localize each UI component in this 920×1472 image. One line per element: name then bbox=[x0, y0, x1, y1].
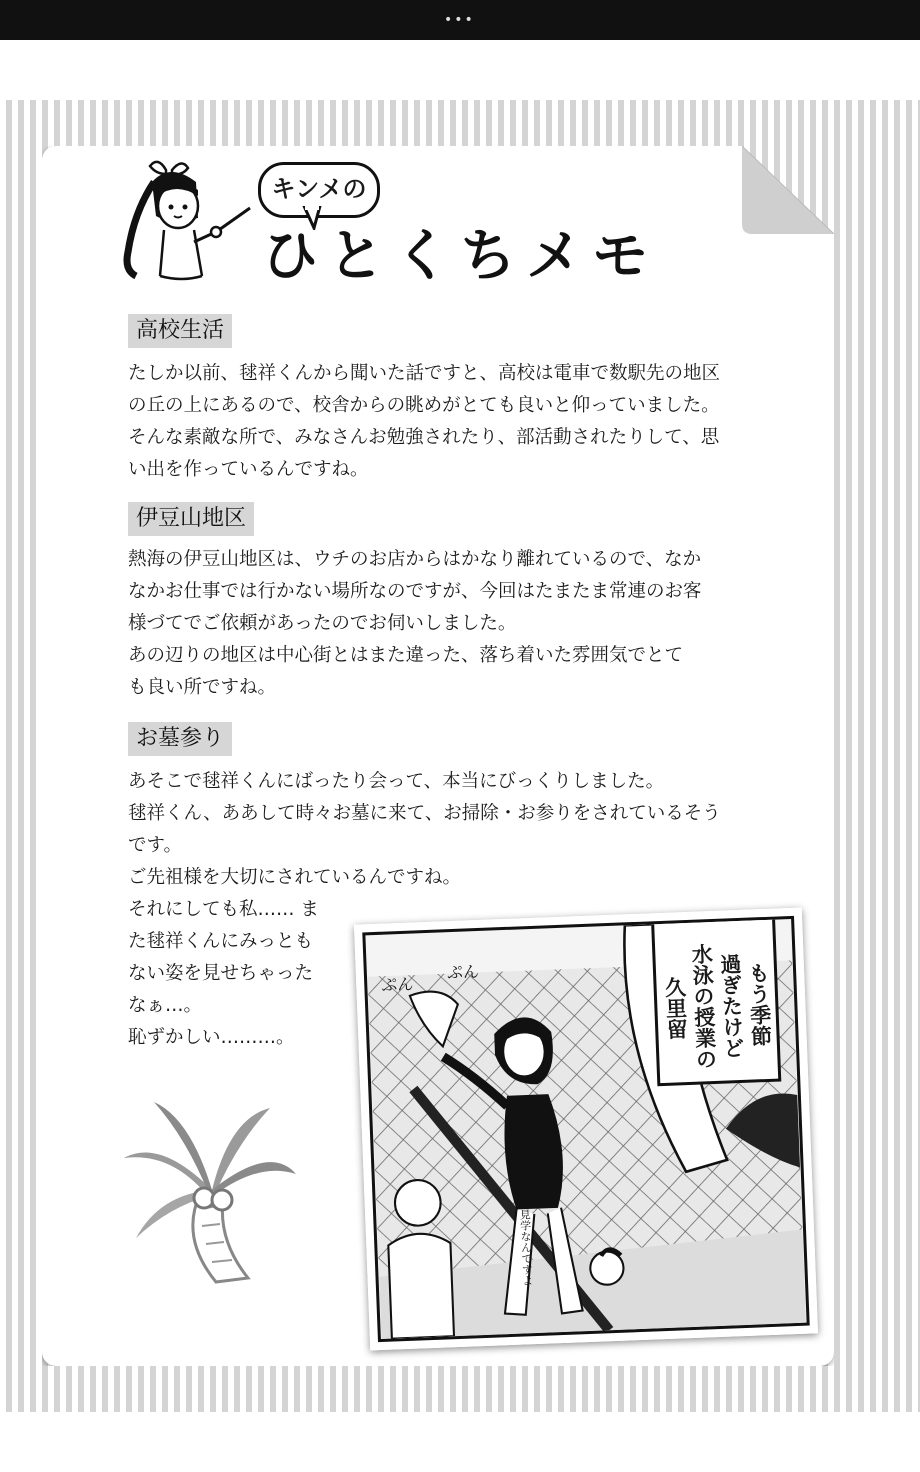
text-line: そんな素敵な所で、みなさんお勉強されたり、部活動されたりして、思 bbox=[128, 427, 720, 448]
caption-line: もう季節 bbox=[745, 961, 773, 1047]
section-text-grave-visit bbox=[128, 766, 752, 894]
manga-panel-artwork bbox=[362, 916, 809, 1342]
text-line: も良い所ですね。 bbox=[128, 677, 277, 698]
text-line: です。 bbox=[128, 835, 183, 856]
manga-panel-photo bbox=[354, 908, 818, 1351]
page-title: ひとくちメモ bbox=[262, 224, 658, 289]
menu-dots-icon[interactable]: ••• bbox=[444, 12, 475, 28]
caption-box bbox=[651, 916, 781, 1086]
text-line: 様づてでご依頼があったのでお伺いしました。 bbox=[128, 613, 517, 634]
caption-line: 過ぎたけど bbox=[717, 952, 746, 1059]
sound-effect: ぷん bbox=[380, 974, 414, 995]
text-line: なかお仕事では行かない場所なのですが、今回はたまたま常連のお客 bbox=[128, 581, 702, 602]
text-line: なぁ…。 bbox=[128, 995, 203, 1016]
text-line: 毬祥くん、ああして時々お墓に来て、お掃除・お参りをされているそう bbox=[128, 803, 721, 824]
text-line: 熱海の伊豆山地区は、ウチのお店からはかなり離れているので、なか bbox=[128, 549, 702, 570]
text-line: あそこで毬祥くんにばったり会って、本当にびっくりしました。 bbox=[128, 771, 665, 792]
text-line: たしか以前、毬祥くんから聞いた話ですと、高校は電車で数駅先の地区 bbox=[128, 363, 721, 384]
text-line: の丘の上にあるので、校舎からの眺めがとても良いと仰っていました。 bbox=[128, 395, 720, 416]
page-curl-icon bbox=[742, 146, 834, 234]
caption-line: 水泳の授業の bbox=[688, 942, 718, 1070]
sound-effect: ぷん bbox=[446, 962, 480, 983]
text-line: ご先祖様を大切にされているんですね。 bbox=[128, 867, 462, 888]
text-line: 恥ずかしい………。 bbox=[128, 1027, 295, 1048]
small-dialogue: すーごー 見学なんですよ bbox=[516, 1161, 534, 1287]
text-line: い出を作っているんですね。 bbox=[128, 459, 369, 480]
section-label-izusan-district: 伊豆山地区 bbox=[128, 502, 254, 536]
section-label-grave-visit: お墓参り bbox=[128, 722, 232, 756]
section-text-school-life bbox=[128, 358, 752, 486]
section-label-school-life: 高校生活 bbox=[128, 314, 232, 348]
section-text-grave-visit-narrow bbox=[128, 894, 348, 1054]
mascot-girl-illustration bbox=[112, 152, 252, 292]
text-line: ない姿を見せちゃった bbox=[128, 963, 314, 984]
speech-bubble: キンメの bbox=[258, 162, 380, 218]
text-line: た毬祥くんにみっとも bbox=[128, 931, 314, 952]
text-line: それにしても私…… ま bbox=[128, 899, 319, 920]
top-bar bbox=[0, 0, 920, 40]
palm-tree-icon bbox=[120, 1098, 296, 1288]
caption-line: 久里留 bbox=[662, 975, 689, 1040]
section-text-izusan-district bbox=[128, 544, 752, 704]
text-line: あの辺りの地区は中心街とはまた違った、落ち着いた雰囲気でとて bbox=[128, 645, 684, 666]
